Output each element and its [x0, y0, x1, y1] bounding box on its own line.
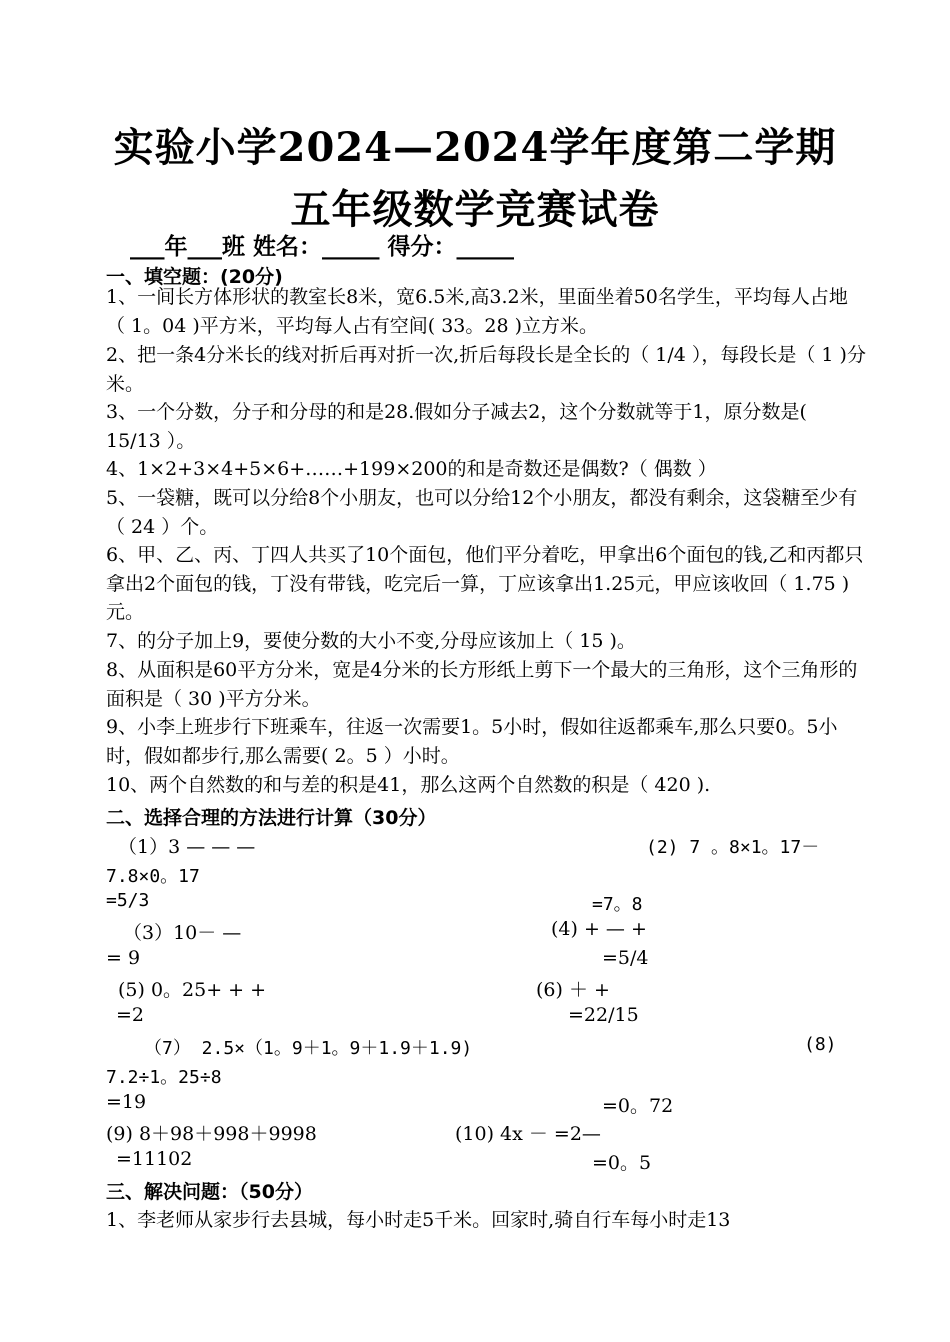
- calc-2-problem-a: (2) 7 。8×1。17－: [646, 837, 820, 858]
- calc-3-answer: = 9: [106, 947, 141, 969]
- calc-7-answer: =19: [106, 1091, 147, 1113]
- student-info-line: ___年___班 姓名：_____ 得分：_____: [130, 233, 515, 260]
- exam-title-line1: 实验小学2024—2024学年度第二学期: [113, 124, 837, 171]
- calc-6-answer: =22/15: [568, 1004, 639, 1026]
- section2-heading: 二、选择合理的方法进行计算（30分）: [106, 807, 437, 829]
- calc-3-problem: （3）10－ —: [123, 922, 242, 944]
- problem-solving-1: 1、李老师从家步行去县城，每小时走5千米。回家时,骑自行车每小时走13: [106, 1209, 731, 1231]
- question-10: 10、两个自然数的和与差的积是41，那么这两个自然数的积是（ 420 ).: [106, 774, 711, 796]
- question-4: 4、1×2+3×4+5×6+……+199×200的和是奇数还是偶数?（ 偶数 ）: [106, 458, 717, 480]
- question-9: 9、小李上班步行下班乘车，往返一次需要1。5小时，假如往返都乘车,那么只要0。5小时，假如都步行,那么需要( 2。5 ）小时。: [106, 716, 838, 767]
- calc-8-label: (8): [804, 1034, 837, 1055]
- calc-5-answer: =2: [116, 1004, 145, 1026]
- question-7: 7、的分子加上9，要使分数的大小不变,分母应该加上（ 15 )。: [106, 630, 636, 652]
- section3-heading: 三、解决问题：（50分）: [106, 1181, 313, 1203]
- calc-4-problem: (4) + — +: [551, 918, 647, 940]
- exam-title-line2: 五年级数学竞赛试卷: [290, 186, 660, 233]
- calc-9-answer: =11102: [116, 1148, 193, 1170]
- question-1: 1、一间长方体形状的教室长8米，宽6.5米,高3.2米，里面坐着50名学生，平均每人占地（ 1。04 )平方米，平均每人占有空间( 33。28 )立方米。: [106, 286, 848, 337]
- calc-9-problem: (9) 8＋98＋998＋9998: [106, 1123, 317, 1145]
- calc-7-problem: （7） 2.5×（1。9＋1。9＋1.9＋1.9): [144, 1038, 473, 1059]
- question-6: 6、甲、乙、丙、丁四人共买了10个面包，他们平分着吃，甲拿出6个面包的钱,乙和丙都只拿出2个面包的钱，丁没有带钱，吃完后一算，丁应该拿出1.25元，甲应该收回（ 1.75 )元。: [106, 544, 864, 624]
- calc-5-problem: (5) 0。25+ + +: [118, 979, 267, 1001]
- calc-8-problem: 7.2÷1。25÷8: [106, 1067, 222, 1088]
- question-5: 5、一袋糖，既可以分给8个小朋友，也可以分给12个小朋友，都没有剩余，这袋糖至少有（ 24 ）个。: [106, 487, 858, 538]
- calc-1-answer: =5/3: [106, 890, 150, 911]
- question-3: 3、一个分数，分子和分母的和是28.假如分子减去2，这个分数就等于1，原分数是( 15/13 ）。: [106, 401, 807, 452]
- question-8: 8、从面积是60平方分米，宽是4分米的长方形纸上剪下一个最大的三角形，这个三角形的面积是（ 30 )平方分米。: [106, 659, 858, 710]
- calc-2-answer: =7。8: [592, 894, 643, 915]
- calc-2-problem-b: 7.8×0。17: [106, 866, 200, 887]
- question-2: 2、把一条4分米长的线对折后再对折一次,折后每段长是全长的（ 1/4 ），每段长是（ 1 )分米。: [106, 344, 866, 395]
- calc-6-problem: (6) ＋ +: [536, 979, 610, 1001]
- section1-heading: 一、填空题：(20分): [106, 266, 283, 288]
- calc-10-problem: (10) 4x － =2—: [455, 1123, 601, 1145]
- calc-1-problem: （1）3 — — —: [118, 836, 256, 858]
- calc-10-answer: =0。5: [592, 1152, 652, 1174]
- calc-8-answer: =0。72: [602, 1095, 674, 1117]
- calc-4-answer: =5/4: [602, 947, 649, 969]
